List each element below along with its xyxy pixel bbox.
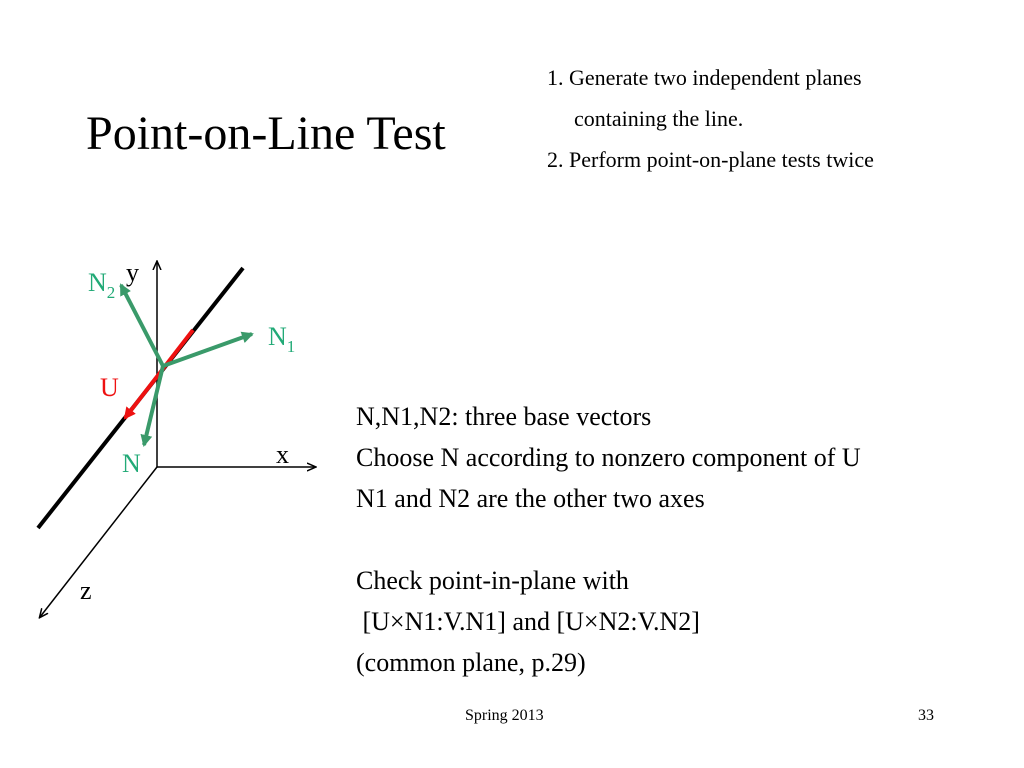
n1-label-base: N [268,322,287,351]
body-line-1: N,N1,N2: three base vectors [356,402,652,431]
u-vector [125,330,193,418]
y-axis-label: y [126,258,139,287]
z-axis-label: z [80,576,92,605]
n-vector-label: N [122,449,141,478]
body-blank-line [356,519,861,560]
body-line-4: Check point-in-plane with [356,566,629,595]
n1-label-subscript: 1 [286,337,296,356]
footer-date: Spring 2013 [465,707,544,724]
steps-list [547,57,874,180]
n2-vector-label [88,268,115,302]
explanation-text [356,396,861,683]
body-line-6: (common plane, p.29) [356,648,586,677]
body-line-5: [U×N1:V.N1] and [U×N2:V.N2] [356,607,700,636]
step-1: 1. Generate two independent planes [547,65,862,90]
n1-vector-label [268,322,295,356]
step-1-continued: containing the line. [574,106,744,131]
body-line-3: N1 and N2 are the other two axes [356,484,705,513]
slide-title: Point-on-Line Test [86,107,446,160]
body-line-2: Choose N according to nonzero component of U [356,443,861,472]
u-vector-label: U [100,373,119,402]
z-axis [40,467,157,617]
slide-number: 33 [918,707,934,724]
step-2: 2. Perform point-on-plane tests twice [547,147,874,172]
coordinate-diagram [0,0,340,640]
n2-label-subscript: 2 [106,283,116,302]
n2-label-base: N [88,268,107,297]
x-axis-label: x [276,440,289,469]
